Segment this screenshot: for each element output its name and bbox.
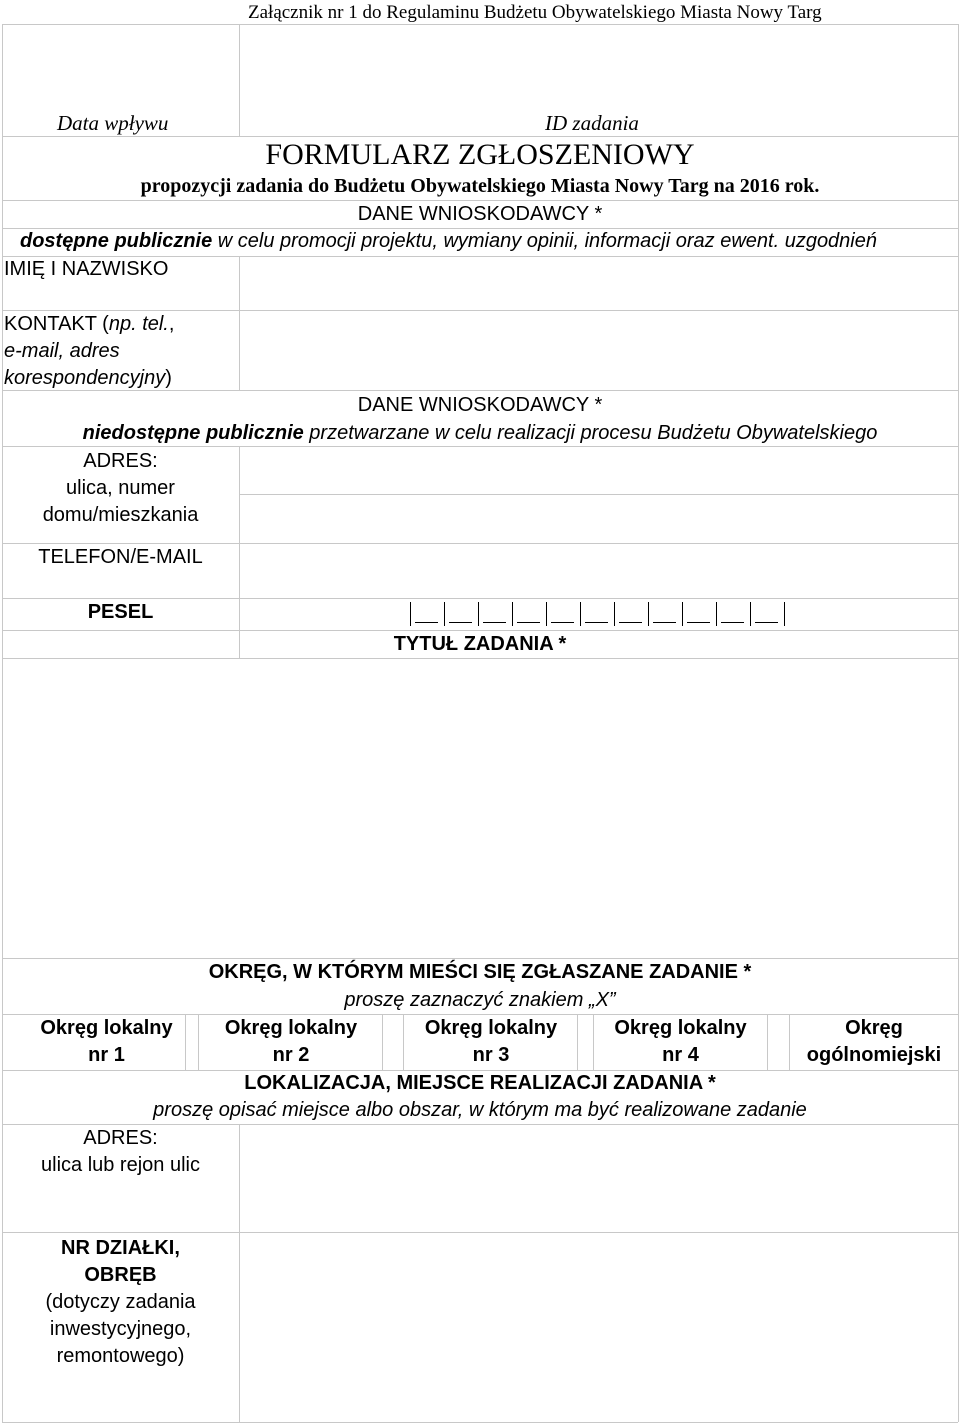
district-option-5-label-line1: Okręg <box>845 1017 903 1039</box>
pesel-digit-box[interactable] <box>410 602 444 626</box>
district-option-3-label-line2: nr 3 <box>472 1044 510 1066</box>
task-title-field[interactable] <box>3 659 957 957</box>
district-checkbox-4[interactable] <box>768 1015 789 1069</box>
contact-label-line2: e-mail, adres <box>4 340 120 362</box>
location-note: proszę opisać miejsce albo obszar, w którym ma być realizowane zadanie <box>153 1099 807 1121</box>
public-data-heading: DANE WNIOSKODAWCY * <box>357 203 603 225</box>
phone-email-field[interactable] <box>240 544 957 598</box>
address-sublabel-1: ulica, numer <box>66 477 175 499</box>
contact-label: KONTAKT (np. tel., <box>4 313 175 335</box>
district-option-3-label-line1: Okręg lokalny <box>424 1017 558 1039</box>
pesel-digit-box[interactable] <box>546 602 580 626</box>
location-address-label: ADRES: <box>83 1127 158 1149</box>
pesel-digit-box[interactable] <box>512 602 546 626</box>
district-option-5-label-line2: ogólnomiejski <box>806 1044 942 1066</box>
district-option-1-label-line1: Okręg lokalny <box>40 1017 173 1039</box>
full-name-label: IMIĘ I NAZWISKO <box>4 258 169 280</box>
private-data-note <box>2 421 958 445</box>
public-data-note <box>20 229 877 253</box>
date-received-label: Data wpływu <box>57 111 169 135</box>
location-address-field[interactable] <box>240 1125 957 1231</box>
form-subtitle: propozycji zadania do Budżetu Obywatelskiego Miasta Nowy Targ na 2016 rok. <box>140 175 820 197</box>
form-title: FORMULARZ ZGŁOSZENIOWY <box>265 138 695 171</box>
district-checkbox-3[interactable] <box>578 1015 593 1069</box>
pesel-digit-box[interactable] <box>614 602 648 626</box>
plot-number-sublabel-2: inwestycyjnego, <box>49 1318 192 1340</box>
pesel-box-end <box>784 602 785 626</box>
public-data-note-text: w celu promocji projektu, wymiany opinii, informacji oraz ewent. uzgodnień <box>212 230 877 252</box>
district-checkbox-1[interactable] <box>186 1015 198 1069</box>
district-heading: OKRĘG, W KTÓRYM MIEŚCI SIĘ ZGŁASZANE ZADANIE * <box>208 961 752 983</box>
phone-email-label: TELEFON/E-MAIL <box>38 546 203 568</box>
plot-number-sublabel-1: (dotyczy zadania <box>45 1291 196 1313</box>
district-option-2-label-line1: Okręg lokalny <box>224 1017 358 1039</box>
district-option-4-label-line1: Okręg lokalny <box>614 1017 747 1039</box>
pesel-digit-boxes[interactable] <box>410 600 785 626</box>
pesel-digit-box[interactable] <box>580 602 614 626</box>
address-label: ADRES: <box>83 450 158 472</box>
pesel-digit-box[interactable] <box>648 602 682 626</box>
public-data-note-emphasis: dostępne publicznie <box>20 230 213 252</box>
location-address-sublabel: ulica lub rejon ulic <box>41 1154 200 1176</box>
plot-number-field[interactable] <box>240 1233 957 1421</box>
pesel-digit-box[interactable] <box>716 602 750 626</box>
contact-label-line3: korespondencyjny) <box>4 367 172 389</box>
task-id-label: ID zadania <box>545 111 639 135</box>
address-field-line2[interactable] <box>240 495 957 543</box>
full-name-field[interactable] <box>240 257 957 309</box>
district-option-1-label-line2: nr 1 <box>88 1044 125 1066</box>
pesel-label: PESEL <box>87 601 154 623</box>
private-data-note-text: przetwarzane w celu realizacji procesu Budżetu Obywatelskiego <box>303 422 878 444</box>
address-sublabel-2: domu/mieszkania <box>42 504 199 526</box>
private-data-heading: DANE WNIOSKODAWCY * <box>357 394 603 416</box>
district-option-2-label-line2: nr 2 <box>272 1044 310 1066</box>
attachment-note: Załącznik nr 1 do Regulaminu Budżetu Obywatelskiego Miasta Nowy Targ <box>248 2 822 23</box>
private-data-note-emphasis: niedostępne publicznie <box>82 422 304 444</box>
district-note: proszę zaznaczyć znakiem „X” <box>344 989 616 1011</box>
plot-number-label-line1: NR DZIAŁKI, <box>61 1237 180 1259</box>
task-title-label: TYTUŁ ZADANIA * <box>393 633 567 655</box>
contact-field[interactable] <box>240 311 957 389</box>
pesel-digit-box[interactable] <box>750 602 784 626</box>
pesel-digit-box[interactable] <box>444 602 478 626</box>
pesel-digit-box[interactable] <box>478 602 512 626</box>
plot-number-label-line2: OBRĘB <box>84 1264 157 1286</box>
address-field-line1[interactable] <box>240 447 957 494</box>
district-option-4-label-line2: nr 4 <box>662 1044 699 1066</box>
pesel-digit-box[interactable] <box>682 602 716 626</box>
plot-number-sublabel-3: remontowego) <box>56 1345 185 1367</box>
location-heading: LOKALIZACJA, MIEJSCE REALIZACJI ZADANIA * <box>244 1072 716 1094</box>
district-checkbox-2[interactable] <box>383 1015 403 1069</box>
